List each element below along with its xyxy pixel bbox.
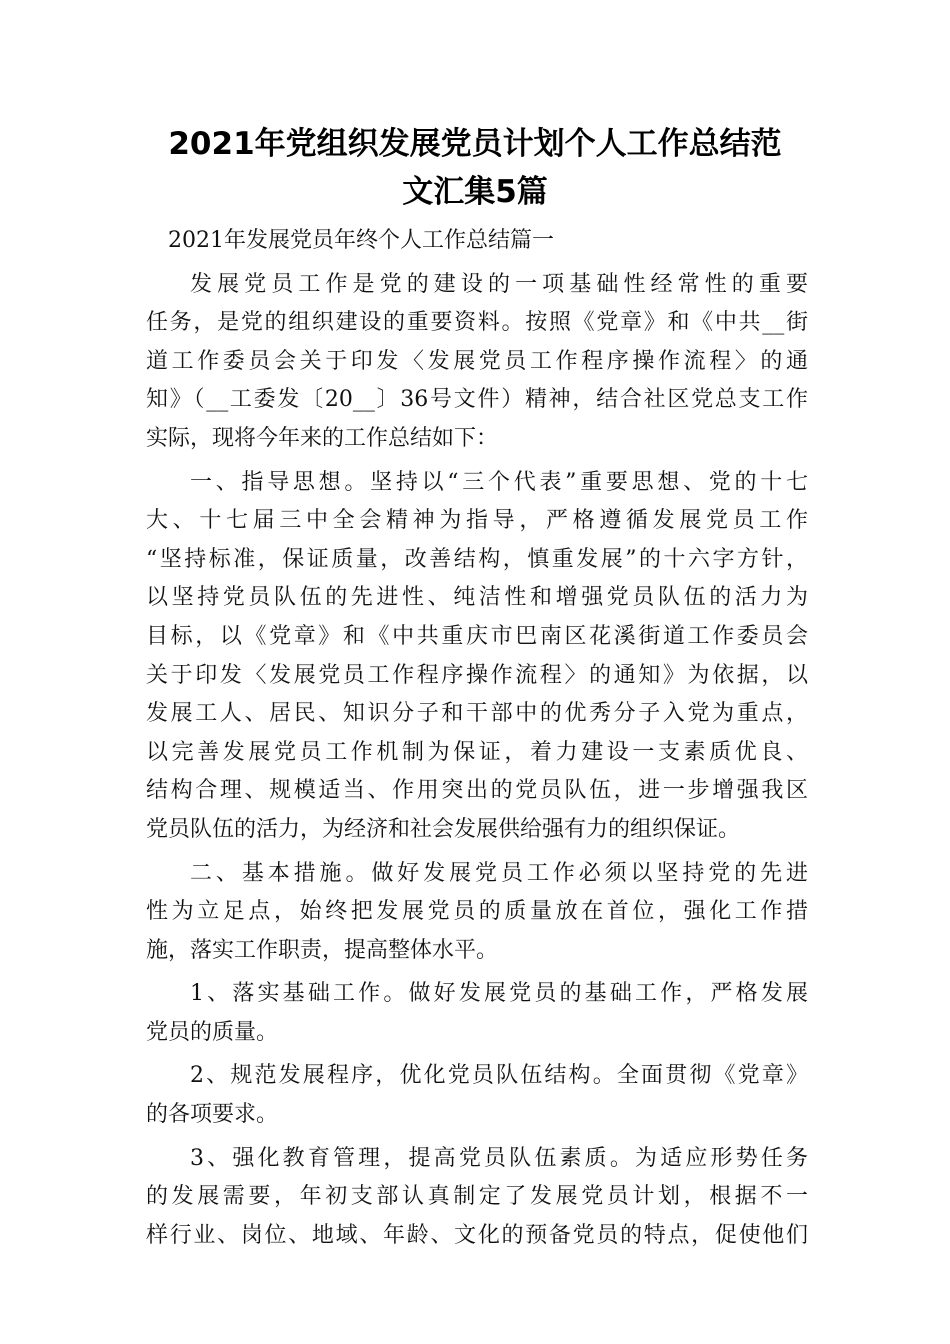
paragraph-line: 任务，是党的组织建设的重要资料。按照《党章》和《中共__街: [146, 310, 808, 336]
body-paragraph: [146, 1140, 808, 1256]
paragraph-list: [146, 266, 808, 1256]
body-paragraph: [146, 464, 808, 850]
paragraph-line: 党员队伍的活力，为经济和社会发展供给强有力的组织保证。: [146, 816, 741, 842]
paragraph-line: 性为立足点，始终把发展党员的质量放在首位，强化工作措: [146, 899, 808, 925]
paragraph-line: 关于印发〈发展党员工作程序操作流程〉的通知》为依据，以: [146, 662, 808, 688]
paragraph-line: 的各项要求。: [146, 1102, 279, 1128]
paragraph-line: 知》（__工委发〔20__〕36号文件）精神，结合社区党总支工作: [146, 387, 808, 413]
paragraph-line: “坚持标准，保证质量，改善结构，慎重发展”的十六字方针，: [146, 546, 808, 572]
paragraph-line: 大、十七届三中全会精神为指导，严格遵循发展党员工作: [146, 508, 808, 534]
section-subtitle: 2021年发展党员年终个人工作总结篇一: [168, 228, 554, 253]
paragraph-line: 样行业、岗位、地域、年龄、文化的预备党员的特点，促使他们: [146, 1222, 808, 1248]
paragraph-line: 施，落实工作职责，提高整体水平。: [146, 937, 499, 963]
paragraph-line: 的发展需要，年初支部认真制定了发展党员计划，根据不一: [146, 1184, 808, 1210]
document-title: [100, 120, 850, 216]
paragraph-line: 发展党员工作是党的建设的一项基础性经常性的重要: [190, 271, 808, 297]
paragraph-line: 结构合理、规模适当、作用突出的党员队伍，进一步增强我区: [146, 778, 808, 804]
paragraph-line: 2、规范发展程序，优化党员队伍结构。全面贯彻《党章》: [190, 1063, 808, 1089]
paragraph-line: 二、基本措施。做好发展党员工作必须以坚持党的先进: [190, 860, 808, 886]
body-paragraph: [146, 1057, 808, 1134]
body-paragraph: [146, 266, 808, 459]
paragraph-line: 3、强化教育管理，提高党员队伍素质。为适应形势任务: [190, 1145, 808, 1171]
body-paragraph: [146, 855, 808, 971]
document-title-line: 文汇集5篇: [402, 174, 548, 210]
paragraph-line: 发展工人、居民、知识分子和干部中的优秀分子入党为重点，: [146, 701, 808, 727]
paragraph-line: 以完善发展党员工作机制为保证，着力建设一支素质优良、: [146, 739, 808, 765]
paragraph-line: 道工作委员会关于印发〈发展党员工作程序操作流程〉的通: [146, 348, 808, 374]
document-title-line: 2021年党组织发展党员计划个人工作总结范: [168, 126, 782, 162]
document-body: [146, 222, 808, 1260]
paragraph-line: 1、落实基础工作。做好发展党员的基础工作，严格发展: [190, 981, 808, 1007]
paragraph-line: 实际，现将今年来的工作总结如下：: [146, 425, 499, 451]
paragraph-line: 党员的质量。: [146, 1019, 279, 1045]
body-paragraph: [146, 975, 808, 1052]
paragraph-line: 以坚持党员队伍的先进性、纯洁性和增强党员队伍的活力为: [146, 585, 808, 611]
paragraph-line: 目标，以《党章》和《中共重庆市巴南区花溪街道工作委员会: [146, 623, 808, 649]
paragraph-line: 一、指导思想。坚持以“三个代表”重要思想、党的十七: [190, 469, 808, 495]
